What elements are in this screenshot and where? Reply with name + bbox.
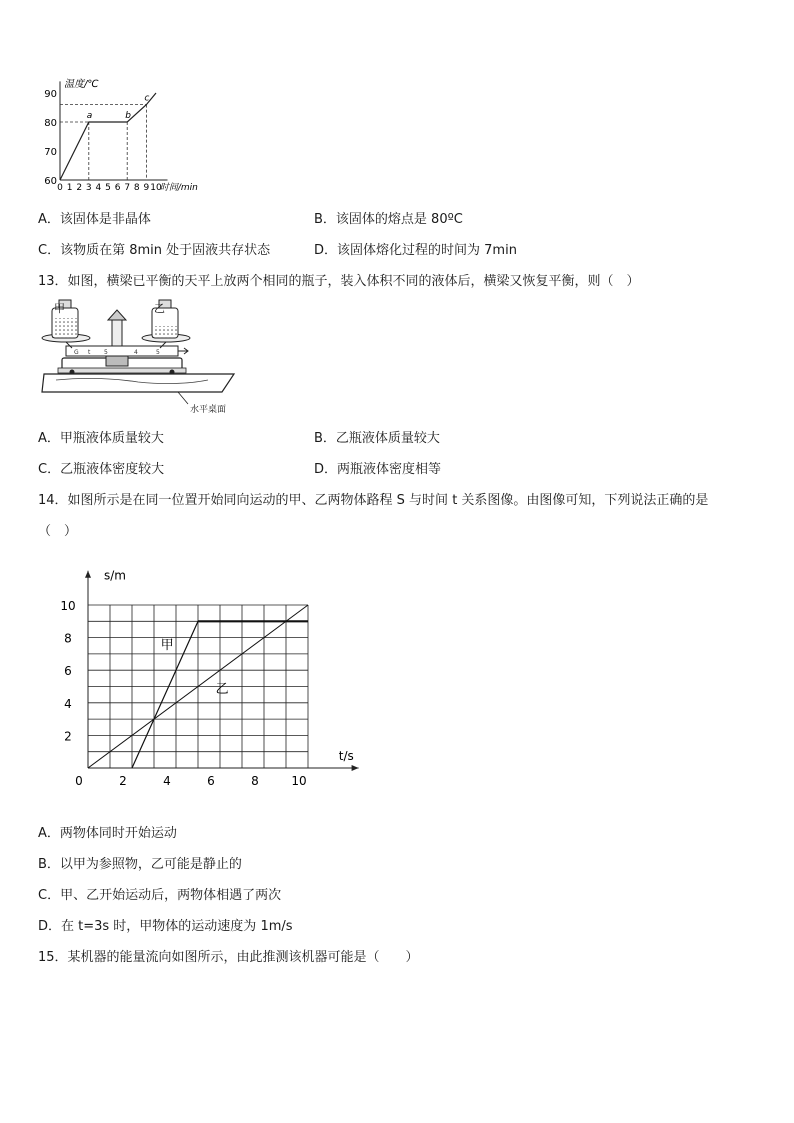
x-tick-label: 2 bbox=[76, 183, 83, 193]
x-tick-label: 8 bbox=[133, 183, 140, 193]
svg-text:G: G bbox=[74, 349, 79, 356]
y-tick-label: 60 bbox=[44, 176, 57, 187]
y-tick-label: 90 bbox=[44, 89, 57, 100]
y-tick-label: 2 bbox=[64, 729, 72, 744]
y-axis-label: s/m bbox=[104, 568, 126, 583]
q13-option-c[interactable]: C．乙瓶液体密度较大 bbox=[38, 462, 165, 477]
x-axis-arrow bbox=[352, 765, 359, 771]
svg-text:t: t bbox=[88, 349, 91, 356]
series-label: 甲 bbox=[160, 638, 174, 654]
q12-option-a[interactable]: A．该固体是非晶体 bbox=[38, 212, 151, 227]
x-tick-label: 6 bbox=[114, 183, 121, 193]
y-tick-label: 80 bbox=[44, 118, 57, 129]
series-label: 乙 bbox=[215, 682, 229, 698]
q13-stem: 13．如图，横梁已平衡的天平上放两个相同的瓶子，装入体积不同的液体后，横梁又恢复平衡，则（ ） bbox=[38, 274, 640, 289]
q14-option-b[interactable]: B．以甲为参照物，乙可能是静止的 bbox=[38, 857, 242, 872]
balance-scale-figure bbox=[38, 296, 248, 416]
x-tick-label: 5 bbox=[105, 183, 111, 193]
x-tick-label: 3 bbox=[85, 183, 92, 193]
curve-point-label: b bbox=[125, 111, 131, 121]
x-axis-label: 时间/min bbox=[159, 183, 198, 193]
bottle-jia-label: 甲 bbox=[54, 302, 65, 315]
svg-text:5: 5 bbox=[104, 349, 108, 356]
x-tick-label: 4 bbox=[95, 183, 102, 193]
q13-option-b[interactable]: B．乙瓶液体质量较大 bbox=[314, 431, 440, 446]
y-tick-label: 70 bbox=[44, 147, 57, 158]
q15-stem: 15．某机器的能量流向如图所示，由此推测该机器可能是（ ） bbox=[38, 950, 419, 965]
heating-curve bbox=[60, 93, 156, 180]
x-tick-label: 1 bbox=[66, 183, 73, 193]
q14-stem: 14．如图所示是在同一位置开始同向运动的甲、乙两物体路程 S 与时间 t 关系图像。由图像可知，下列说法正确的是 bbox=[38, 493, 709, 508]
curve-point-label: c bbox=[144, 93, 150, 104]
x-tick-label: 8 bbox=[251, 774, 259, 788]
q14-option-a[interactable]: A．两物体同时开始运动 bbox=[38, 826, 177, 841]
x-tick-label: 6 bbox=[207, 774, 215, 788]
y-tick-label: 4 bbox=[64, 696, 72, 711]
y-axis-label: 温度/℃ bbox=[64, 79, 99, 91]
q12-option-b[interactable]: B．该固体的熔点是 80ºC bbox=[314, 212, 463, 227]
x-tick-label: 0 bbox=[57, 183, 63, 193]
q12-option-d[interactable]: D．该固体熔化过程的时间为 7min bbox=[314, 243, 517, 258]
y-tick-label: 8 bbox=[64, 631, 72, 646]
bottle-yi-label: 乙 bbox=[154, 302, 165, 315]
x-axis-label: t/s bbox=[338, 749, 354, 763]
y-tick-label: 6 bbox=[64, 664, 72, 679]
q14-option-d[interactable]: D．在 t=3s 时，甲物体的运动速度为 1m/s bbox=[38, 919, 293, 934]
distance-time-chart bbox=[50, 555, 370, 795]
x-tick-label: 10 bbox=[150, 183, 162, 193]
q14-option-c[interactable]: C．甲、乙开始运动后，两物体相遇了两次 bbox=[38, 888, 282, 903]
y-axis-arrow bbox=[85, 571, 91, 578]
x-tick-label: 9 bbox=[143, 183, 150, 193]
q12-option-c[interactable]: C．该物质在第 8min 处于固液共存状态 bbox=[38, 243, 271, 258]
svg-text:4: 4 bbox=[134, 349, 138, 356]
table-label: 水平桌面 bbox=[190, 405, 227, 415]
x-tick-label: 0 bbox=[75, 774, 83, 788]
x-tick-label: 7 bbox=[124, 183, 131, 193]
x-tick-label: 10 bbox=[291, 774, 307, 788]
q14-stem-cont: （ ） bbox=[38, 524, 78, 539]
y-tick-label: 10 bbox=[60, 599, 76, 613]
curve-point-label: a bbox=[86, 111, 93, 121]
svg-text:5: 5 bbox=[156, 349, 160, 356]
q13-option-a[interactable]: A．甲瓶液体质量较大 bbox=[38, 431, 164, 446]
x-tick-label: 4 bbox=[163, 774, 171, 788]
x-tick-label: 2 bbox=[119, 774, 127, 788]
q13-option-d[interactable]: D．两瓶液体密度相等 bbox=[314, 462, 442, 477]
melting-curve-chart bbox=[38, 72, 228, 200]
